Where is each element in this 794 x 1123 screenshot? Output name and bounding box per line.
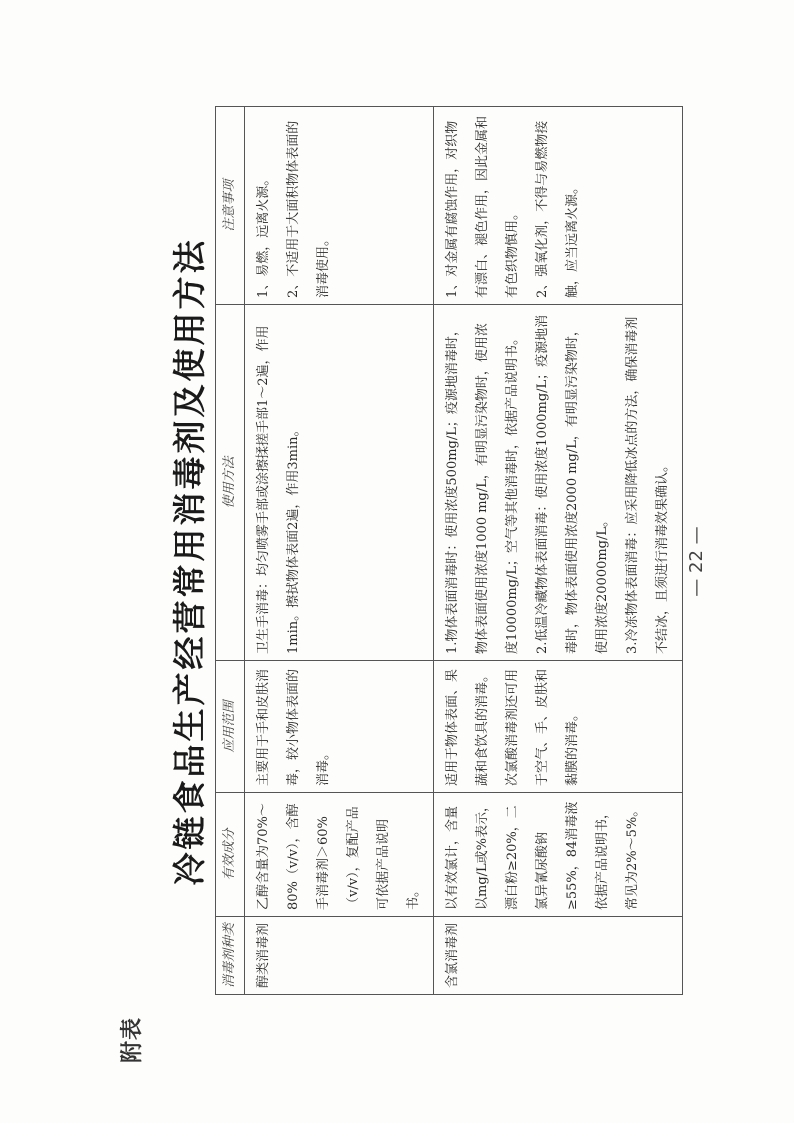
- annex-label: 附表: [120, 1016, 145, 1063]
- document-title: 冷链食品生产经营常用消毒剂及使用方法: [170, 237, 209, 886]
- cell-ingredient: 以有效氯计，含量以mg/L或%表示，漂白粉≥20%，二氯异氰尿酸钠≥55%，84消毒液依据产品说明书，常见为2%～5%。: [434, 793, 683, 917]
- header-scope: 应用范围: [216, 661, 245, 793]
- table-header-row: [216, 107, 245, 995]
- cell-scope: 主要用于手和皮肤消毒，较小物体表面的消毒。: [245, 661, 434, 793]
- cell-type: 含氯消毒剂: [434, 917, 683, 995]
- cell-scope: 适用于物体表面、果蔬和食饮具的消毒。次氯酸消毒剂还可用于空气、手、皮肤和黏膜的消毒。: [434, 661, 683, 793]
- table-row: [245, 107, 434, 995]
- cell-type: 醇类消毒剂: [245, 917, 434, 995]
- header-notes: 注意事项: [216, 107, 245, 305]
- cell-method: 卫生手消毒：均匀喷雾手部或涂擦揉搓手部1～2遍，作用1min。擦拭物体表面2遍，作用3min。: [245, 305, 434, 661]
- cell-ingredient: 乙醇含量为70%～80%（v/v），含醇手消毒剂＞60%（v/v），复配产品可依据产品说明书。: [245, 793, 434, 917]
- cell-method: 1.物体表面消毒时：使用浓度500mg/L；疫源地消毒时，物体表面使用浓度1000 mg/L，有明显污染物时，使用浓度10000mg/L；空气等其他消毒时，依据产品说明书。 2.低温冷藏物体表面消毒：使用浓度1000mg/L；疫源地消毒时，物体表面使用浓度2000 mg/L，有明显污染物时，使用浓度20000mg/L。 3.冷冻物体表面消毒：应采用降低冰点的方法，确保消毒剂不结冰，且须进行消毒效果确认。: [434, 305, 683, 661]
- header-method: 使用方法: [216, 305, 245, 661]
- cell-notes: 1、对金属有腐蚀作用，对织物有漂白、褪色作用，因此金属和有色织物慎用。 2、强氧化剂，不得与易燃物接触，应当远离火源。: [434, 107, 683, 305]
- page-number: — 22 —: [686, 526, 707, 597]
- header-type: 消毒剂种类: [216, 917, 245, 995]
- table-row: [434, 107, 683, 995]
- header-ingredient: 有效成分: [216, 793, 245, 917]
- disinfectant-table: [215, 106, 683, 995]
- cell-notes: 1、易燃，远离火源。 2、不适用于大面积物体表面的消毒使用。: [245, 107, 434, 305]
